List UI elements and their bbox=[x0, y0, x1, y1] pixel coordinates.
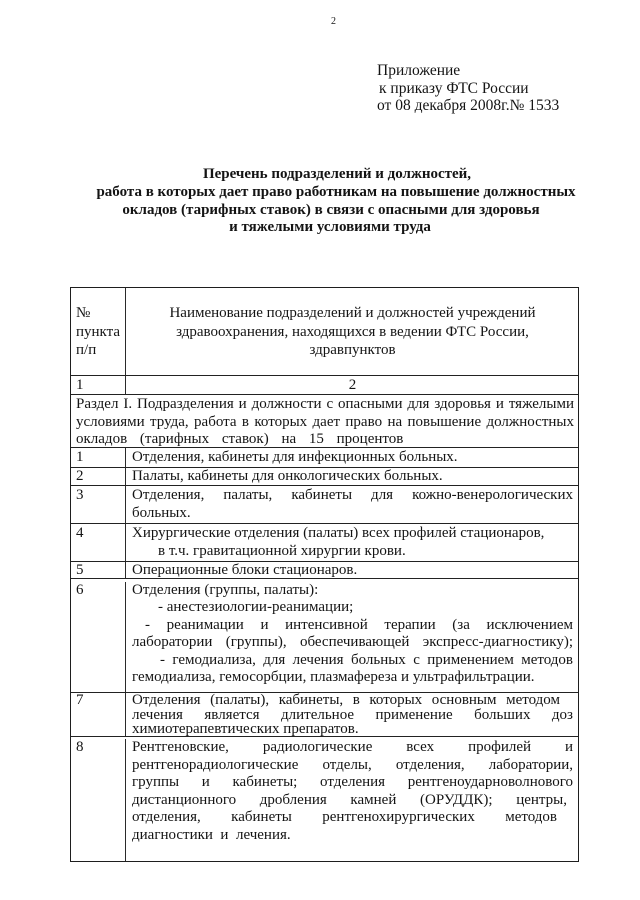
positions-table bbox=[70, 287, 579, 862]
header-text: № bbox=[76, 305, 91, 321]
row-text: Отделения, палаты, кабинеты для кожно-венерологических bbox=[132, 487, 573, 503]
row-number: 2 bbox=[71, 468, 126, 485]
row-number: 3 bbox=[71, 486, 126, 523]
row-text: Отделения (группы, палаты): bbox=[132, 582, 319, 598]
row-description bbox=[126, 739, 578, 861]
table-row bbox=[71, 561, 578, 578]
title-line: работа в которых дает право работникам на повышение должностных bbox=[96, 183, 576, 200]
row-number: 6 bbox=[71, 582, 126, 692]
row-text: химиотерапевтических препаратов. bbox=[132, 721, 359, 738]
row-description bbox=[126, 693, 578, 736]
row-text: - реанимации и интенсивной терапии (за исключением bbox=[145, 616, 573, 633]
header-item-name bbox=[126, 288, 578, 375]
row-text: диагностики и лечения. bbox=[132, 826, 291, 843]
header-text: пункта bbox=[76, 323, 121, 340]
title-line: окладов (тарифных ставок) в связи с опасными для здоровья bbox=[122, 201, 540, 218]
row-number: 8 bbox=[71, 739, 126, 861]
table-header-row bbox=[71, 288, 578, 375]
row-text: Рентгеновские, радиологические всех профилей и bbox=[132, 739, 573, 755]
table-row bbox=[71, 467, 578, 485]
appendix-reference bbox=[377, 62, 559, 115]
row-text: лечения является длительное применение больших доз bbox=[132, 706, 573, 723]
header-text: здравпунктов bbox=[309, 342, 396, 358]
appendix-order: к приказу ФТС России bbox=[379, 79, 529, 97]
section-text: условиями труда, работа в которых дает право на повышение должностных bbox=[76, 413, 574, 430]
row-description bbox=[126, 448, 578, 467]
appendix-date-number: от 08 декабря 2008г.№ 1533 bbox=[377, 97, 560, 114]
column-numbers-row bbox=[71, 375, 578, 394]
row-text: лаборатории (группы), обеспечивающей экспресс-диагностику); bbox=[132, 634, 573, 651]
document-title bbox=[88, 166, 584, 237]
row-text: дистанционного дробления камней (ОРУДДК); центры, bbox=[132, 791, 567, 808]
section-text: окладов (тарифных ставок) на 15 процентов bbox=[76, 431, 404, 447]
column-number: 2 bbox=[348, 377, 357, 393]
column-number: 1 bbox=[71, 376, 126, 394]
section-text: Раздел I. Подразделения и должности с опасными для здоровья и тяжелыми bbox=[76, 396, 574, 412]
header-item-number bbox=[71, 288, 126, 375]
row-text: Операционные блоки стационаров. bbox=[132, 562, 358, 578]
header-text: Наименование подразделений и должностей учреждений bbox=[169, 305, 536, 321]
row-text: Отделения, кабинеты для инфекционных больных. bbox=[132, 449, 458, 465]
table-row bbox=[71, 578, 578, 692]
row-description bbox=[126, 524, 578, 561]
row-text: Хирургические отделения (палаты) всех профилей стационаров, bbox=[132, 525, 545, 541]
table-row bbox=[71, 692, 578, 736]
row-number: 5 bbox=[71, 562, 126, 578]
row-text: Отделения (палаты), кабинеты, в которых основным методом bbox=[132, 692, 560, 708]
row-text: больных. bbox=[132, 505, 191, 521]
row-number: 1 bbox=[71, 448, 126, 467]
title-line: и тяжелыми условиями труда bbox=[229, 219, 431, 236]
row-text: группы и кабинеты; отделения рентгеноударноволнового bbox=[132, 774, 573, 791]
row-text: в т.ч. гравитационной хирургии крови. bbox=[158, 543, 406, 559]
header-text: п/п bbox=[76, 342, 97, 358]
table-row bbox=[71, 447, 578, 467]
row-number: 4 bbox=[71, 524, 126, 561]
row-description bbox=[126, 562, 578, 578]
table-row bbox=[71, 485, 578, 523]
section-heading bbox=[71, 396, 578, 447]
row-text: отделения, кабинеты рентгенохирургических методов bbox=[132, 809, 557, 826]
header-text: здравоохранения, находящихся в ведении ФТС России, bbox=[176, 323, 529, 340]
section-heading-row bbox=[71, 394, 578, 447]
row-number: 7 bbox=[71, 693, 126, 736]
table-row bbox=[71, 736, 578, 861]
appendix-label: Приложение bbox=[377, 62, 461, 79]
row-description bbox=[126, 468, 578, 485]
title-line: Перечень подразделений и должностей, bbox=[202, 166, 472, 182]
row-text: Палаты, кабинеты для онкологических больных. bbox=[132, 468, 443, 484]
row-text: - анестезиологии-реанимации; bbox=[158, 599, 354, 616]
row-text: гемодиализа, гемосорбции, плазмафереза и ультрафильтрации. bbox=[132, 669, 535, 686]
row-description bbox=[126, 486, 578, 523]
table-row bbox=[71, 523, 578, 561]
row-text: рентгенорадиологические отделы, отделения, лаборатории, bbox=[132, 756, 573, 773]
page-number: 2 bbox=[331, 16, 336, 27]
row-text: - гемодиализа, для лечения больных с применением методов bbox=[160, 651, 573, 668]
row-description bbox=[126, 582, 578, 692]
